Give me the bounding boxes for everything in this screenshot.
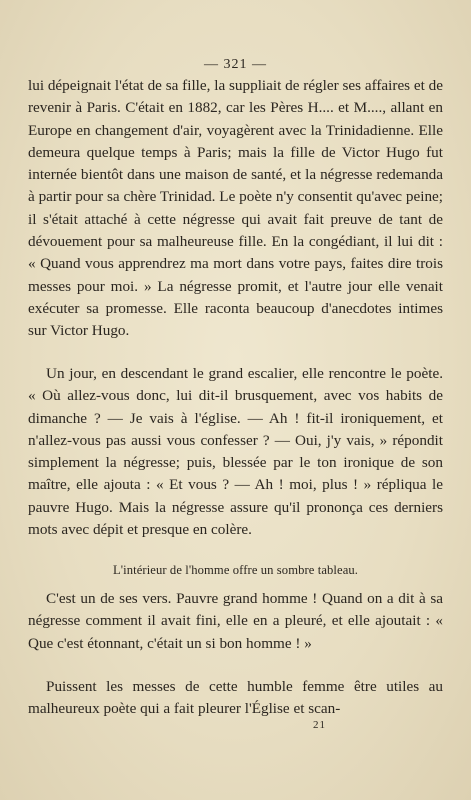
paragraph-3 (28, 588, 443, 655)
paragraph-text: C'est un de ses vers. Pauvre grand homme ! Quand on a dit à sa négresse comment il avait fini, elle en a pleuré, et elle ajoutait : « Que c'est étonnant, c'était un si bon homme ! » (28, 590, 443, 652)
paragraph-1 (28, 75, 443, 343)
paragraph-text: lui dépeignait l'état de sa fille, la suppliait de régler ses affaires et de revenir à Paris. C'était en 1882, car les Pères H.... et M...., allant en Europe en changement d'air, voyagèrent avec la Trinidadienne. Elle demeura quelque temps à Paris; mais la fille de Victor Hugo fut internée bientôt dans une maison de santé, et la négresse redemanda à partir pour sa chère Trinidad. Le poète n'y consentit qu'avec peine; il s'était attaché à cette négresse qui avait fait preuve de tant de dévouement pour sa malheureuse fille. En la congédiant, il lui dit : « Quand vous apprendrez ma mort dans votre pays, faites dire trois messes pour moi. » La négresse promit, et l'autre jour elle venait exécuter sa promesse. Elle raconta beaucoup d'anecdotes intimes sur Victor Hugo. (28, 77, 443, 340)
paragraph-4 (28, 676, 443, 721)
verse-quote: L'intérieur de l'homme offre un sombre tableau. (112, 563, 359, 577)
page-number: — 321 — (204, 57, 267, 72)
paragraph-text: Un jour, en descendant le grand escalier, elle rencontre le poète. « Où allez-vous donc, lui dit-il brusquement, avec vos habits de dimanche ? — Je vais à l'église. — Ah ! fit-il ironiquement, et n'allez-vous pas aussi vous confesser ? — Oui, j'y vais, » répondit simplement la négresse; puis, blessée par le ton ironique de son maître, elle ajouta : « Et vous ? — Ah ! moi, plus ! » répliqua le pauvre Hugo. Mais la négresse assure qu'il prononça ces derniers mots avec dépit et presque en colère. (28, 365, 443, 539)
paragraph-text: Puissent les messes de cette humble femme être utiles au malheureux poète qui a fait pleurer l'Église et scan- (28, 678, 443, 718)
paragraph-2 (28, 363, 443, 541)
printer-signature: 21 (313, 719, 326, 731)
book-page (28, 0, 443, 800)
